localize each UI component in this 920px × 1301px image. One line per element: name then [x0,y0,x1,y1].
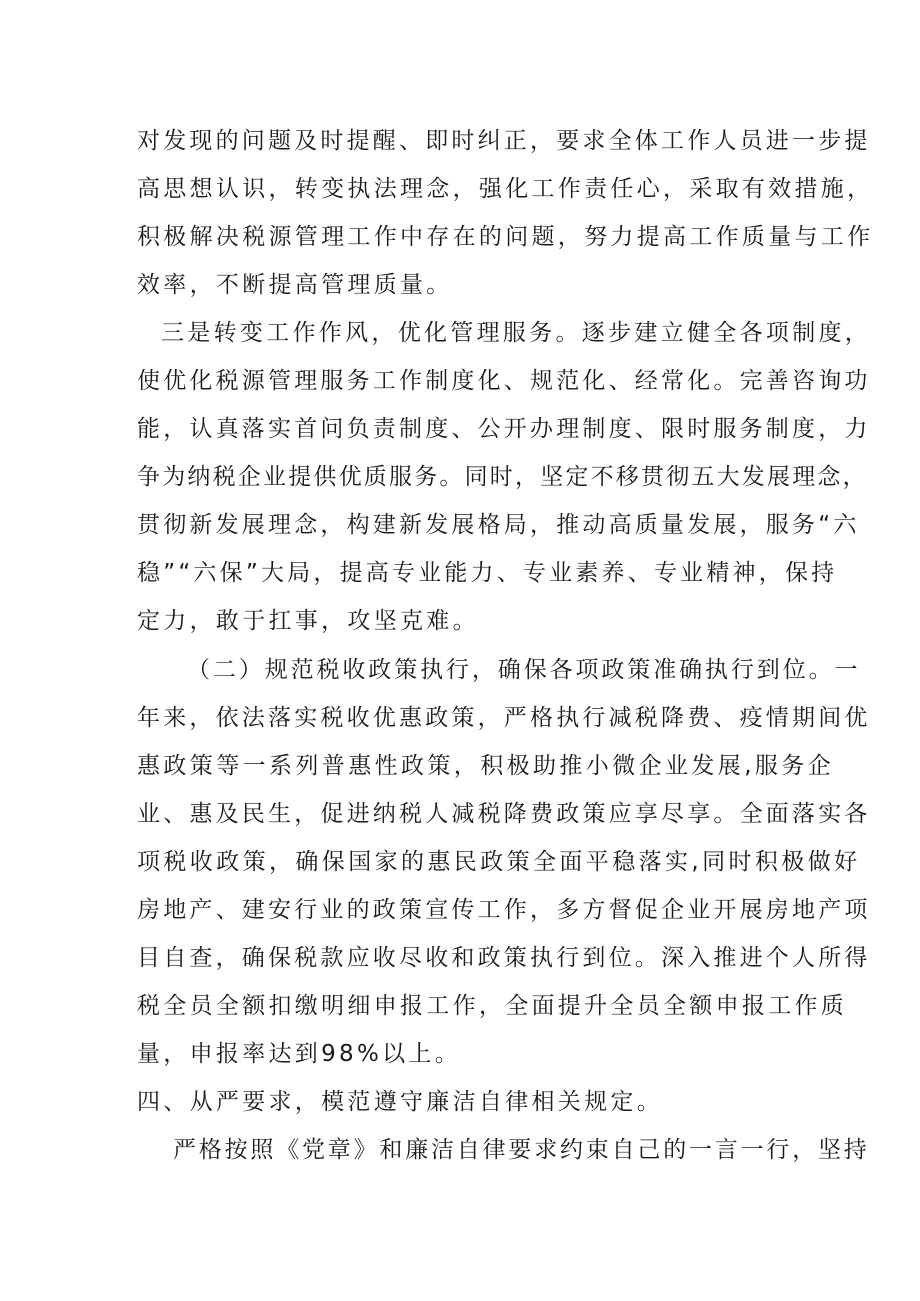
text-line: 年来，依法落实税收优惠政策，严格执行减税降费、疫情期间优 [137,705,871,731]
text-line: 严格按照《党章》和廉洁自律要求约束自己的一言一行，坚持 [173,1137,870,1163]
text-line: 稳”“六保”大局，提高专业能力、专业素养、专业精神，保持 [137,560,838,586]
text-line: 对发现的问题及时提醒、即时纠正，要求全体工作人员进一步提 [137,128,871,154]
text-line: 税全员全额扣缴明细申报工作，全面提升全员全额申报工作质 [137,993,848,1019]
text-line: 高思想认识，转变执法理念，强化工作责任心，采取有效措施， [137,176,874,202]
text-line: 目自查，确保税款应收尽收和政策执行到位。深入推进个人所得 [137,945,871,971]
text-line: 贯彻新发展理念，构建新发展格局，推动高质量发展，服务“六 [137,512,860,538]
text-line: 定力，敢于扛事，攻坚克难。 [137,608,479,634]
text-line: 效率，不断提高管理质量。 [137,272,453,298]
text-line: 项税收政策，确保国家的惠民政策全面平稳落实,同时积极做好 [137,849,861,875]
text-line: 房地产、建安行业的政策宣传工作，多方督促企业开展房地产项 [137,897,871,923]
text-line: 能，认真落实首问负责制度、公开办理制度、限时服务制度，力 [137,416,871,442]
text-line: 争为纳税企业提供优质服务。同时，坚定不移贯彻五大发展理念， [137,464,868,490]
text-line: 使优化税源管理服务工作制度化、规范化、经常化。完善咨询功 [137,368,871,394]
section-heading: 四、从严要求，模范遵守廉洁自律相关规定。 [137,1089,663,1115]
text-line: 量，申报率达到98%以上。 [137,1041,462,1067]
text-line: 业、惠及民生，促进纳税人减税降费政策应享尽享。全面落实各 [137,801,871,827]
text-line: 积极解决税源管理工作中存在的问题，努力提高工作质量与工作 [137,224,874,250]
text-line: （二）规范税收政策执行，确保各项政策准确执行到位。一 [187,657,861,683]
text-line: 惠政策等一系列普惠性政策，积极助推小微企业发展,服务企 [137,753,835,779]
text-line: 三是转变工作作风，优化管理服务。逐步建立健全各项制度， [161,320,872,346]
